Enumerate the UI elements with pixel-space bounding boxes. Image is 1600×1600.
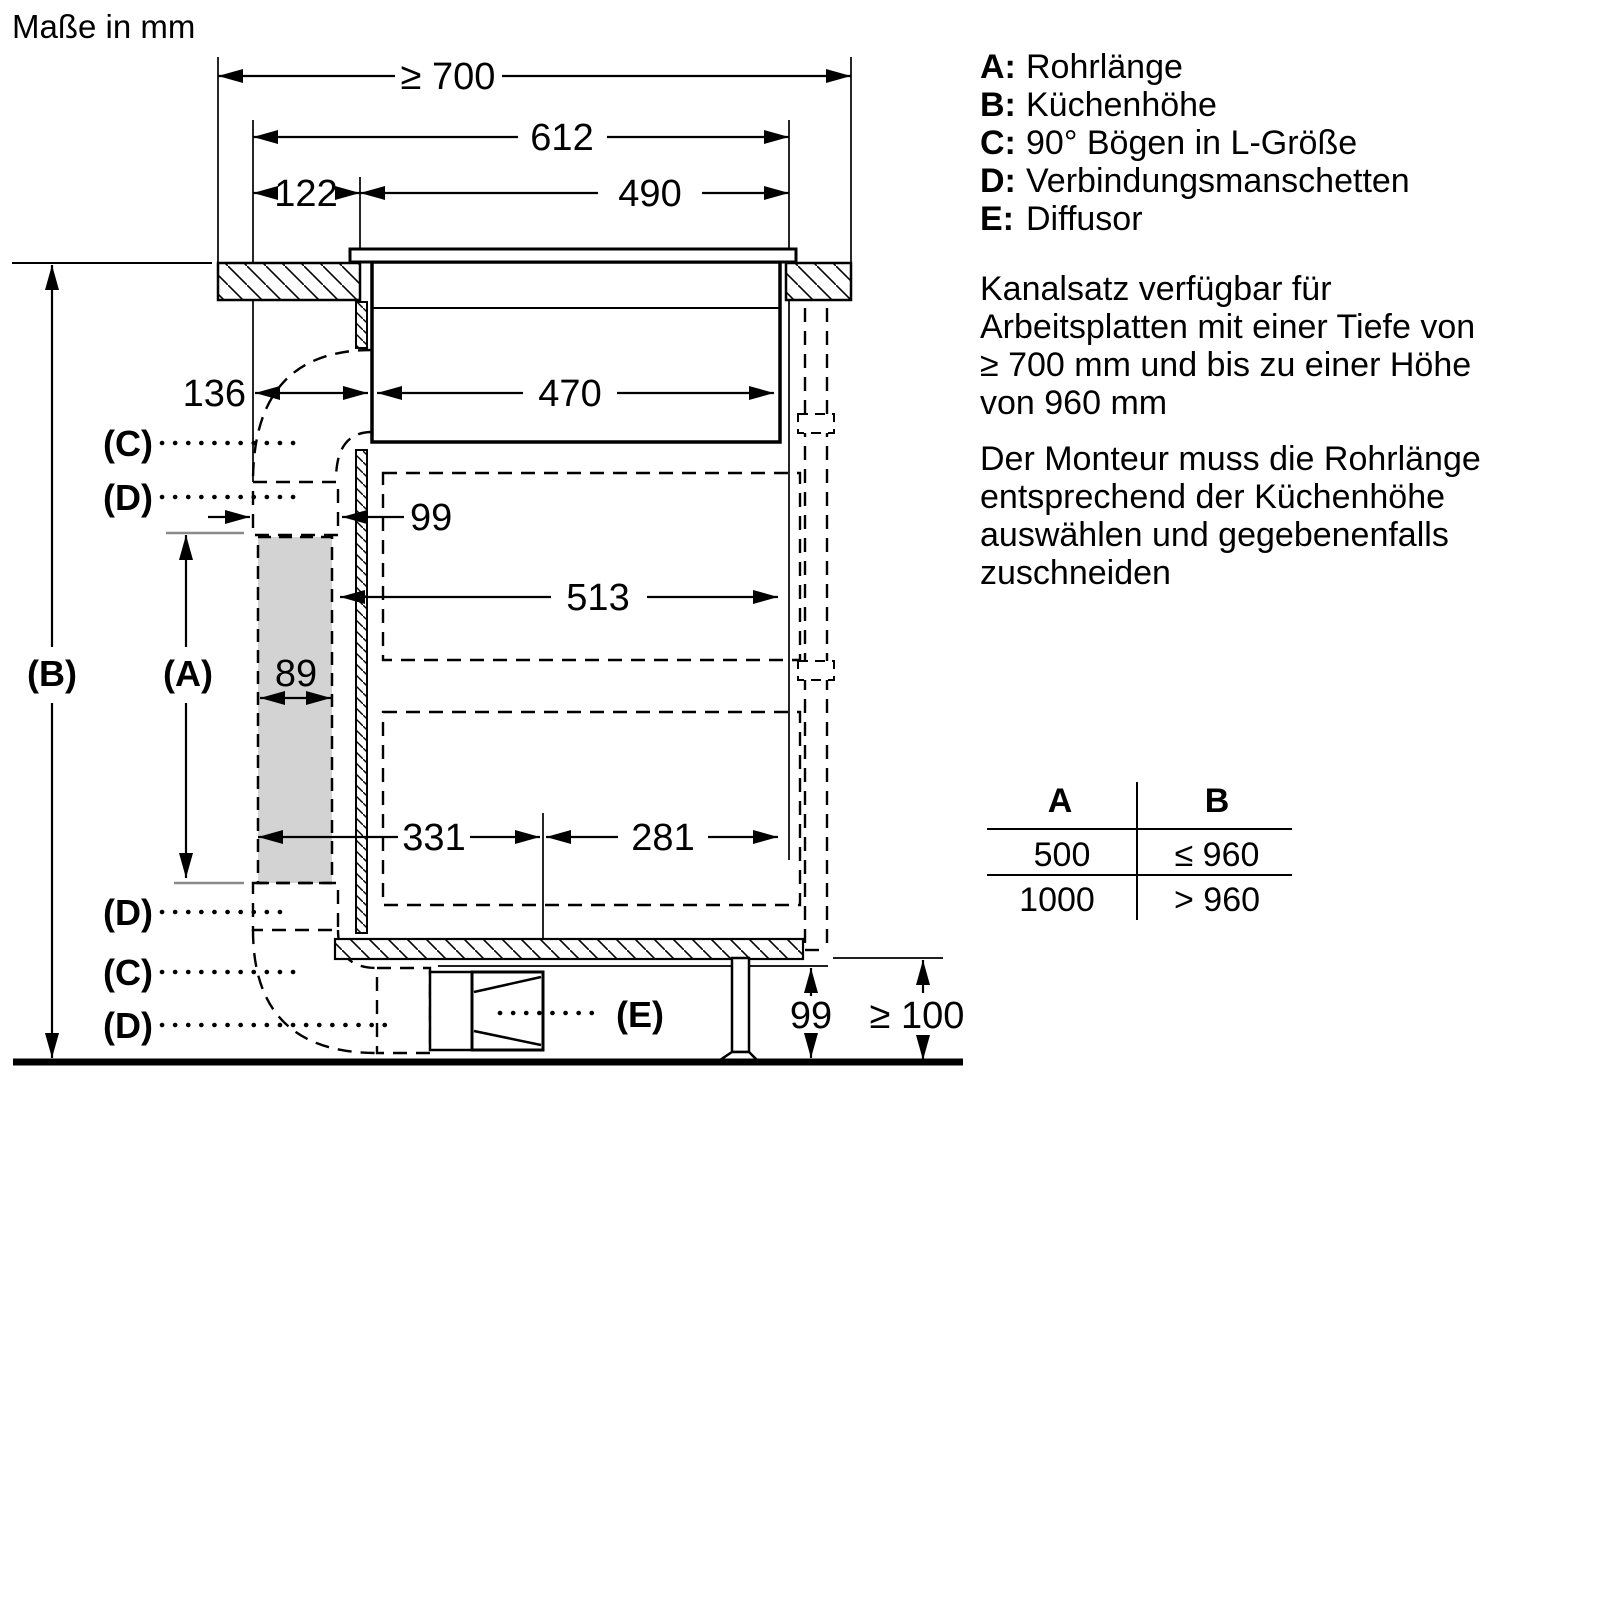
hob-glass-plate (350, 249, 796, 262)
dim-99-top-value: 99 (410, 497, 453, 539)
cabinet-wall-upper-strip (356, 302, 367, 348)
diffusor-inlet-box (430, 972, 472, 1050)
legend-text-b: Küchenhöhe (1026, 86, 1217, 124)
note1-line3: ≥ 700 mm und bis zu einer Höhe (980, 346, 1472, 384)
page-title: Maße in mm (12, 8, 196, 45)
label-a: (A) (163, 653, 213, 694)
table-header-b: B (1204, 782, 1230, 820)
table-cell-b2: > 960 (1173, 881, 1261, 919)
note1-line1: Kanalsatz verfügbar für (980, 270, 1332, 308)
label-d-upper: (D) (103, 477, 153, 518)
legend-text-a: Rohrlänge (1026, 48, 1183, 86)
dim-700-value: ≥ 700 (400, 56, 496, 98)
dim-99-bottom-value: 99 (789, 995, 833, 1037)
legend-key-a: A: (980, 48, 1016, 86)
label-c-upper: (C) (103, 423, 153, 464)
table-cell-a1: 500 (1033, 836, 1091, 874)
label-d-lower: (D) (103, 1005, 153, 1046)
legend-text-c: 90° Bögen in L-Größe (1026, 124, 1358, 162)
vertical-duct-pipe (258, 537, 332, 883)
note2-line2: entsprechend der Küchenhöhe (980, 478, 1446, 516)
rear-duct-connector-lower (798, 661, 834, 680)
dim-122-value: 122 (274, 173, 338, 215)
hob-body (372, 262, 780, 442)
label-c-lower: (C) (103, 952, 153, 993)
leg-shaft (732, 958, 749, 1052)
legend-key-e: E: (980, 200, 1014, 238)
table-cell-a2: 1000 (1019, 881, 1095, 919)
dim-513-value: 513 (566, 577, 630, 619)
legend-key-d: D: (980, 162, 1016, 200)
note2-line1: Der Monteur muss die Rohrlänge (980, 440, 1481, 478)
dim-136-value: 136 (182, 373, 246, 415)
dim-281-value: 281 (631, 817, 695, 859)
label-b: (B) (27, 653, 77, 694)
legend-text-e: Diffusor (1026, 200, 1143, 238)
note1-line2: Arbeitsplatten mit einer Tiefe von (980, 308, 1476, 346)
legend-key-c: C: (980, 124, 1016, 162)
dim-470-value: 470 (538, 373, 602, 415)
note1-line4: von 960 mm (980, 384, 1168, 422)
cabinet-bottom-panel (335, 939, 803, 959)
rear-duct-connector-upper (798, 414, 834, 433)
cabinet-wall-lower-strip (356, 450, 367, 933)
table-header-a: A (1047, 782, 1073, 820)
label-e: (E) (616, 994, 664, 1035)
table-cell-b1: ≤ 960 (1174, 836, 1260, 874)
dim-612-value: 612 (530, 117, 594, 159)
label-d-middle: (D) (103, 892, 153, 933)
legend-text-d: Verbindungsmanschetten (1026, 162, 1410, 200)
dim-331-value: 331 (402, 817, 466, 859)
worktop-left-section (218, 263, 360, 300)
dim-89-value: 89 (274, 653, 318, 695)
note2-line3: auswählen und gegebenenfalls (980, 516, 1449, 554)
legend-key-b: B: (980, 86, 1016, 124)
dim-490-value: 490 (618, 173, 682, 215)
worktop-right-section (786, 263, 851, 300)
dim-100-value: ≥ 100 (869, 995, 965, 1037)
note2-line4: zuschneiden (980, 554, 1171, 592)
